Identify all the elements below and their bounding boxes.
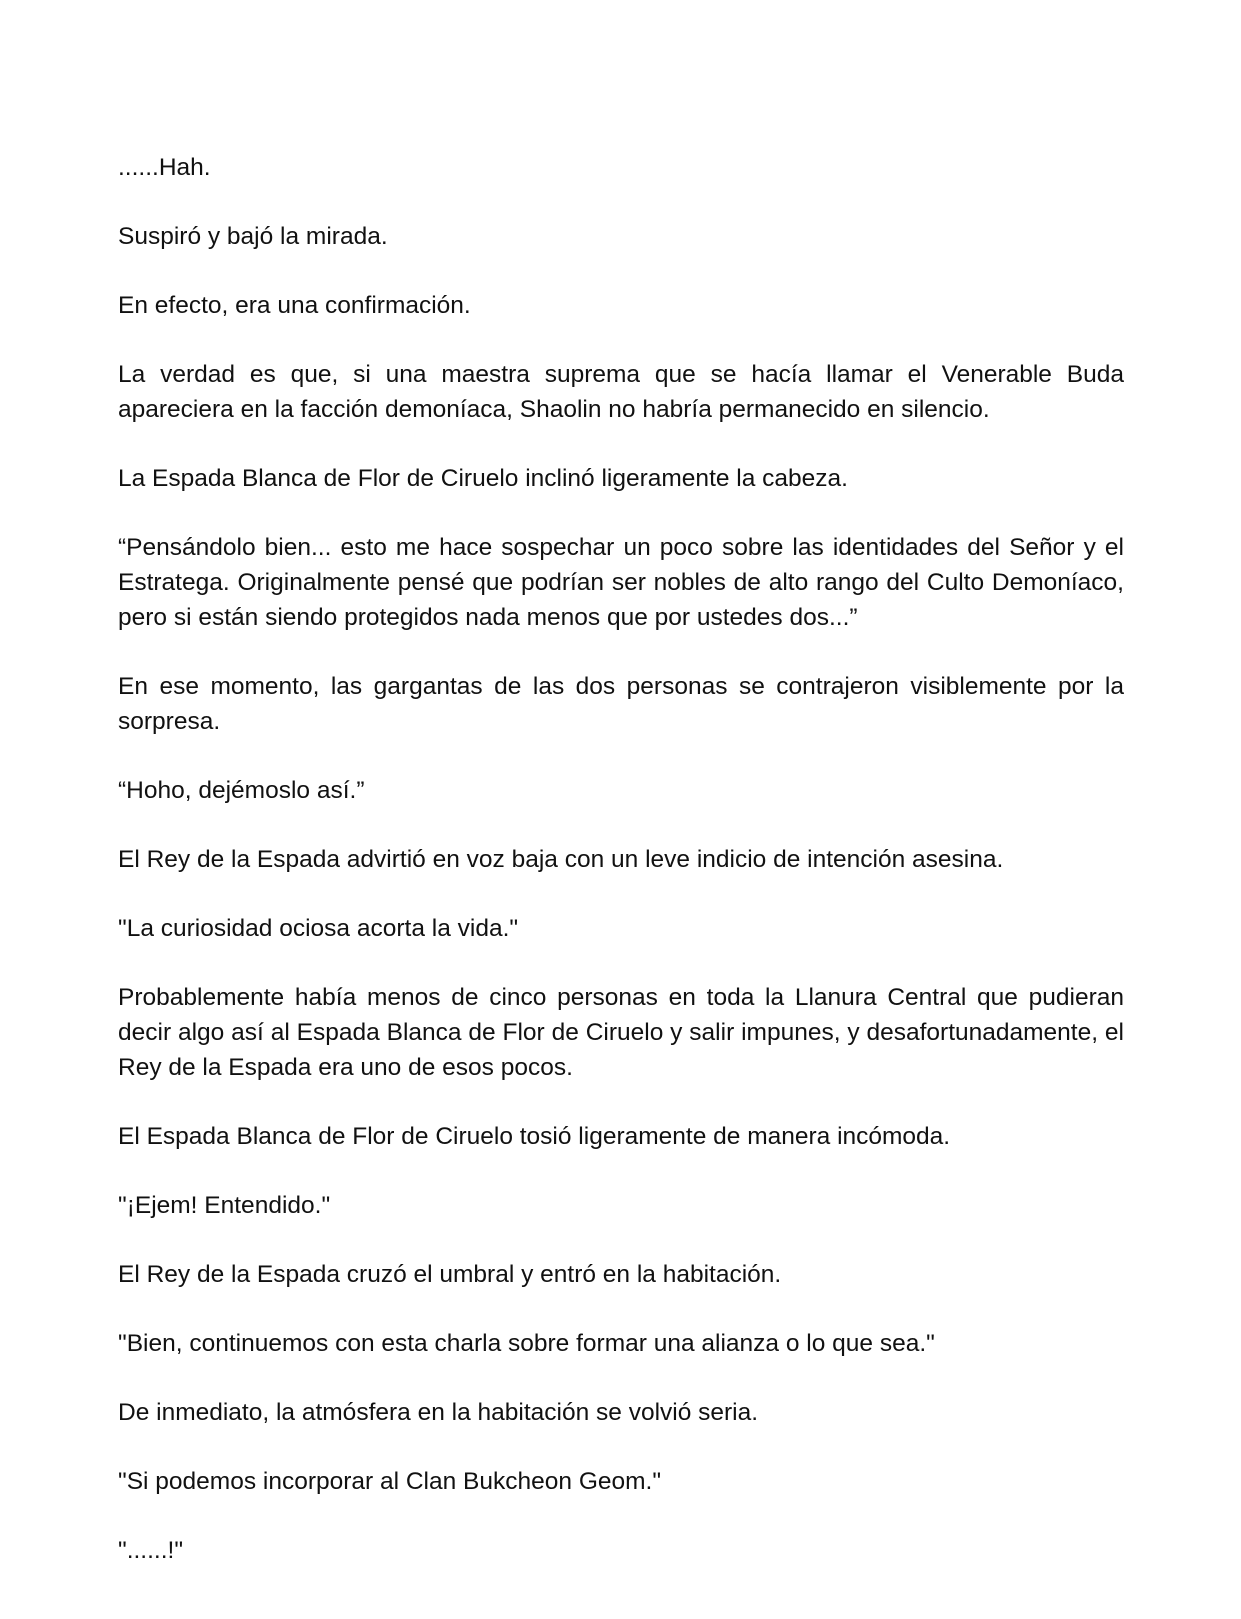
paragraph-10: "La curiosidad ociosa acorta la vida." [118, 915, 519, 942]
paragraph-9: El Rey de la Espada advirtió en voz baja con un leve indicio de intención asesina. [118, 846, 1004, 873]
paragraph-12: El Espada Blanca de Flor de Ciruelo tosió ligeramente de manera incómoda. [118, 1123, 951, 1150]
paragraph-15: "Bien, continuemos con esta charla sobre formar una alianza o lo que sea." [118, 1330, 935, 1357]
paragraph-7: En ese momento, las gargantas de las dos personas se contrajeron visiblemente por la sorpresa. [118, 673, 1124, 735]
paragraph-1: ......Hah. [118, 154, 211, 181]
paragraph-5: La Espada Blanca de Flor de Ciruelo inclinó ligeramente la cabeza. [118, 465, 848, 492]
paragraph-6: “Pensándolo bien... esto me hace sospechar un poco sobre las identidades del Señor y el Estratega. Originalmente pensé que podrían ser nobles de alto rango del Culto Demoníaco, pero si están siendo protegidos nada menos que por ustedes dos...” [118, 534, 1124, 631]
paragraph-13: "¡Ejem! Entendido." [118, 1192, 331, 1219]
paragraph-17: "Si podemos incorporar al Clan Bukcheon Geom." [118, 1468, 662, 1495]
document-body [118, 150, 1124, 1568]
paragraph-4: La verdad es que, si una maestra suprema que se hacía llamar el Venerable Buda apareciera en la facción demoníaca, Shaolin no habría permanecido en silencio. [118, 361, 1124, 423]
paragraph-2: Suspiró y bajó la mirada. [118, 223, 388, 250]
paragraph-14: El Rey de la Espada cruzó el umbral y entró en la habitación. [118, 1261, 782, 1288]
paragraph-16: De inmediato, la atmósfera en la habitación se volvió seria. [118, 1399, 759, 1426]
paragraph-18: "......!" [118, 1537, 184, 1564]
paragraph-3: En efecto, era una confirmación. [118, 292, 471, 319]
paragraph-11: Probablemente había menos de cinco personas en toda la Llanura Central que pudieran decir algo así al Espada Blanca de Flor de Ciruelo y salir impunes, y desafortunadamente, el Rey de la Espada era uno de esos pocos. [118, 984, 1124, 1081]
paragraph-8: “Hoho, dejémoslo así.” [118, 777, 365, 804]
